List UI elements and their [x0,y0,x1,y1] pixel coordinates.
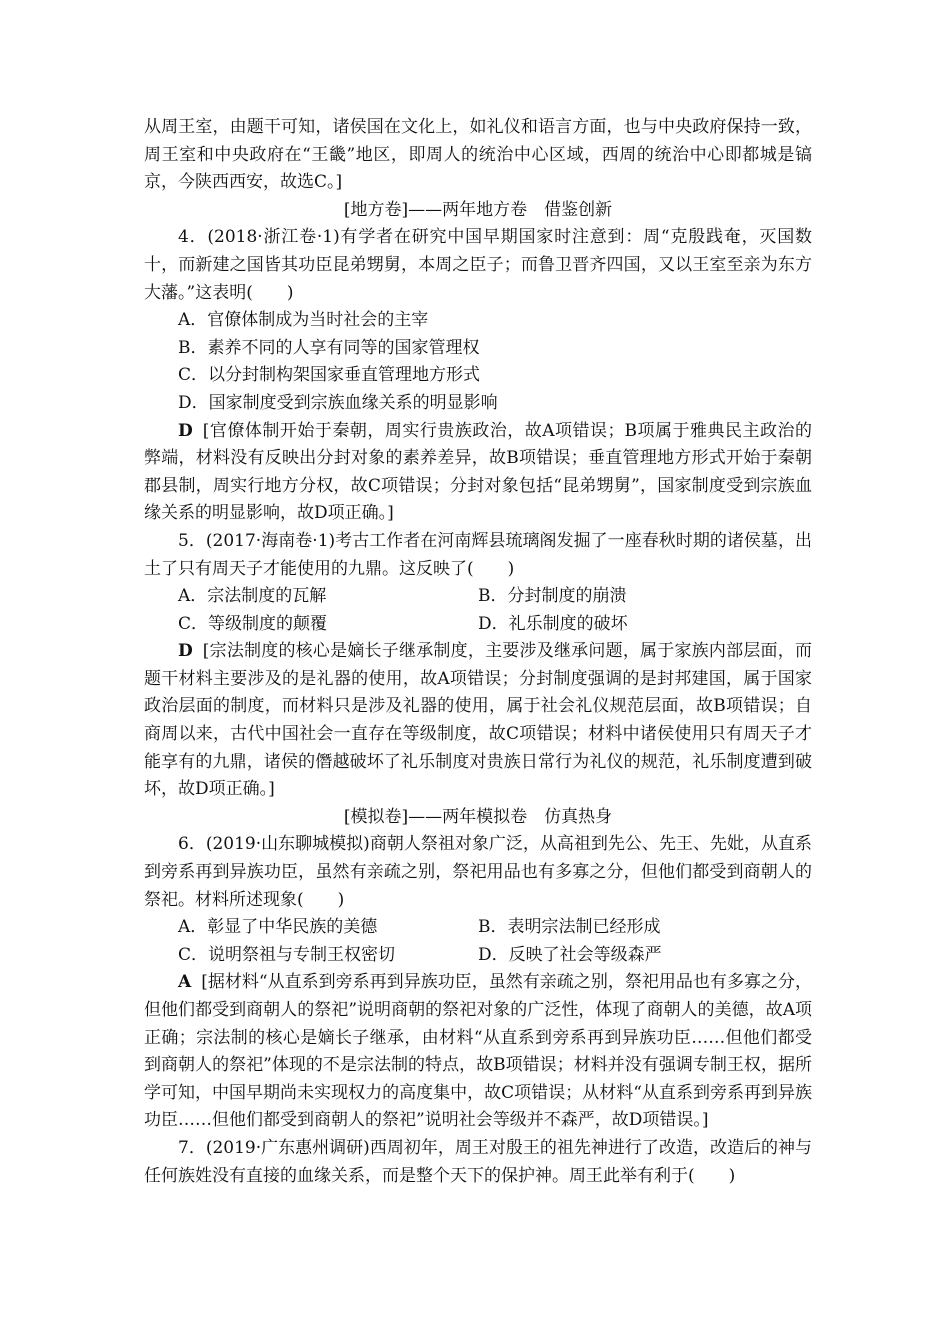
answer-explanation [144,969,812,1135]
question-6 [144,831,812,1135]
section-heading-local: [地方卷]——两年地方卷 借鉴创新 [343,199,613,220]
answer-explanation [144,638,812,804]
options-row [144,583,812,611]
question-stem: 6．(2019·山东聊城模拟)商朝人祭祖对象广泛，从高祖到先公、先王、先妣，从直系到旁系再到异族功臣，虽然有亲疏之别，祭祀用品也有多寡之分，但他们都受到商朝人的祭祀。材料所述现象( ) [144,834,812,910]
options-row [144,942,812,970]
option-a: A．彰显了中华民族的美德 [178,917,378,938]
option-c: C．说明祭祖与专制王权密切 [178,944,396,965]
question-5 [144,528,812,804]
explanation-text: [宗法制度的核心是嫡长子继承制度，主要涉及继承问题，属于家族内部层面，而题干材料主要涉及的是礼器的使用，故A项错误；分封制度强调的是封邦建国，属于国家政治层面的制度，而材料只是涉及礼器的使用，属于社会礼仪规范层面，故B项错误；自商周以来，古代中国社会一直存在等级制度，故C项错误；材料中诸侯使用只有周天子才能享有的九鼎，诸侯的僭越破坏了礼乐制度对贵族日常行为礼仪的规范，礼乐制度遭到破坏，故D项正确。] [144,641,812,800]
explanation-text: [官僚体制开始于秦朝，周实行贵族政治，故A项错误；B项属于雅典民主政治的弊端，材料没有反映出分封对象的素养差异，故B项错误；垂直管理地方形式开始于秦朝郡县制，周实行地方分权，故C项错误；分封对象包括“昆弟甥舅”，国家制度受到宗族血缘关系的明显影响，故D项正确。] [144,420,812,524]
question-7 [144,1135,812,1190]
question-stem: 7．(2019·广东惠州调研)西周初年，周王对殷王的祖先神进行了改造，改造后的神与任何族姓没有直接的血缘关系，而是整个天下的保护神。周王此举有利于( ) [144,1137,812,1186]
answer-letter: D [178,420,193,441]
answer-explanation [144,418,812,528]
answer-letter: D [178,641,193,662]
question-4 [144,224,812,528]
options-row [144,611,812,639]
option-b: B．分封制度的崩溃 [478,586,627,607]
answer-letter: A [178,972,192,993]
document-page [144,114,812,1190]
option-a: A．宗法制度的瓦解 [178,586,327,607]
option-d: D．国家制度受到宗族血缘关系的明显影响 [178,392,498,413]
question-stem: 4．(2018·浙江卷·1)有学者在研究中国早期国家时注意到：周“克殷践奄，灭国数十，而新建之国皆其功臣昆弟甥舅，本周之臣子；而鲁卫晋齐四国，又以王室至亲为东方大藩。”这表明( ) [144,227,812,303]
intro-paragraph: 从周王室，由题干可知，诸侯国在文化上，如礼仪和语言方面，也与中央政府保持一致，周王室和中央政府在“王畿”地区，即周人的统治中心区域，西周的统治中心即都城是镐京，今陕西西安，故选C。] [144,117,812,193]
option-b: B．素养不同的人享有同等的国家管理权 [178,337,480,358]
section-heading-mock: [模拟卷]——两年模拟卷 仿真热身 [343,806,613,827]
option-d: D．礼乐制度的破坏 [478,613,628,634]
option-c: C．以分封制构架国家垂直管理地方形式 [178,365,481,386]
option-c: C．等级制度的颠覆 [178,613,328,634]
question-stem: 5．(2017·海南卷·1)考古工作者在河南辉县琉璃阁发掘了一座春秋时期的诸侯墓，出土了只有周天子才能使用的九鼎。这反映了( ) [144,530,812,579]
explanation-text: [据材料“从直系到旁系再到异族功臣，虽然有亲疏之别，祭祀用品也有多寡之分，但他们都受到商朝人的祭祀”说明商朝的祭祀对象的广泛性，体现了商朝人的美德，故A项正确；宗法制的核心是嫡长子继承，由材料“从直系到旁系再到异族功臣……但他们都受到商朝人的祭祀”体现的不是宗法制的特点，故B项错误；材料并没有强调专制王权，据所学可知，中国早期尚未实现权力的高度集中，故C项错误；从材料“从直系到旁系再到异族功臣……但他们都受到商朝人的祭祀”说明社会等级并不森严，故D项错误。] [144,972,812,1131]
option-a: A．官僚体制成为当时社会的主宰 [178,310,429,331]
options-row [144,914,812,942]
option-d: D．反映了社会等级森严 [478,944,662,965]
option-b: B．表明宗法制已经形成 [478,917,661,938]
